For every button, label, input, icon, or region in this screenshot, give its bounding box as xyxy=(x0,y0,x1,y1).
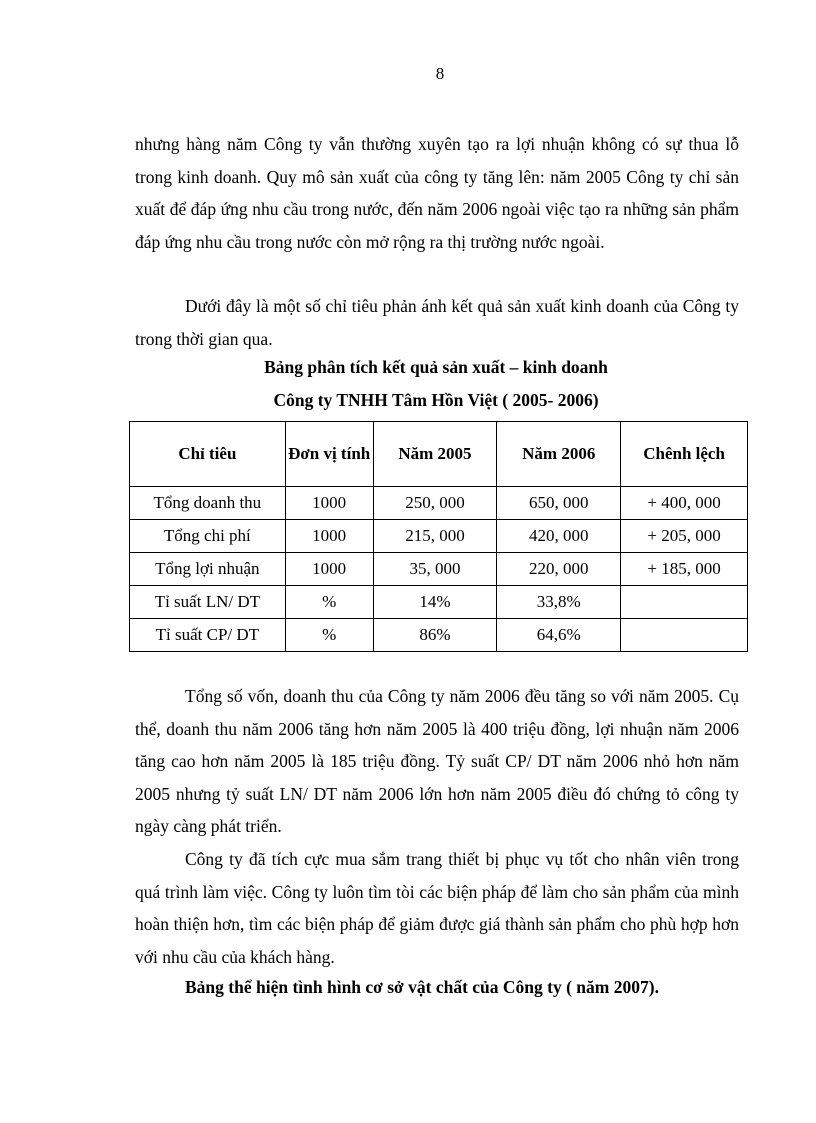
cell-indicator: Tổng lợi nhuận xyxy=(130,553,286,586)
paragraph-intro-continued xyxy=(135,128,739,258)
cell-indicator: Tổng doanh thu xyxy=(130,487,286,520)
business-results-table xyxy=(129,421,748,652)
table-row xyxy=(130,487,748,520)
cell-indicator: Tổng chi phí xyxy=(130,520,286,553)
table-header-row xyxy=(130,422,748,487)
cell-difference xyxy=(621,619,748,652)
paragraph-equipment xyxy=(135,843,739,973)
cell-difference xyxy=(621,586,748,619)
paragraph-text: Tổng số vốn, doanh thu của Công ty năm 2006 đều tăng so với năm 2005. Cụ thể, doanh thu năm 2006 tăng hơn năm 2005 là 400 triệu đồng, lợi nhuận năm 2006 tăng cao hơn năm 2005 là 185 triệu đồng. Tỷ suất CP/ DT năm 2006 nhỏ hơn năm 2005 nhưng tỷ suất LN/ DT năm 2006 lớn hơn năm 2005 điều đó chứng tỏ công ty ngày càng phát triển. xyxy=(135,686,739,836)
table-caption-subtitle: Công ty TNHH Tâm Hồn Việt ( 2005- 2006) xyxy=(273,390,599,410)
cell-indicator: Tỉ suất CP/ DT xyxy=(130,619,286,652)
header-indicator: Chỉ tiêu xyxy=(130,422,286,487)
cell-2006: 420, 000 xyxy=(497,520,621,553)
cell-indicator: Tỉ suất LN/ DT xyxy=(130,586,286,619)
table-row xyxy=(130,553,748,586)
table-row xyxy=(130,520,748,553)
cell-2005: 250, 000 xyxy=(373,487,497,520)
cell-difference: + 185, 000 xyxy=(621,553,748,586)
cell-difference: + 205, 000 xyxy=(621,520,748,553)
cell-unit: 1000 xyxy=(285,487,373,520)
header-unit: Đơn vị tính xyxy=(285,422,373,487)
cell-2006: 33,8% xyxy=(497,586,621,619)
cell-2005: 35, 000 xyxy=(373,553,497,586)
cell-2005: 14% xyxy=(373,586,497,619)
table-row xyxy=(130,586,748,619)
paragraph-text: nhưng hàng năm Công ty vẫn thường xuyên tạo ra lợi nhuận không có sự thua lỗ trong kinh doanh. Quy mô sản xuất của công ty tăng lên: năm 2005 Công ty chỉ sản xuất để đáp ứng nhu cầu trong nước, đến năm 2006 ngoài việc tạo ra những sản phẩm đáp ứng nhu cầu trong nước còn mở rộng ra thị trường nước ngoài. xyxy=(135,134,739,252)
cell-2006: 650, 000 xyxy=(497,487,621,520)
cell-unit: % xyxy=(285,619,373,652)
cell-unit: 1000 xyxy=(285,520,373,553)
paragraph-text: Dưới đây là một số chỉ tiêu phản ánh kết quả sản xuất kinh doanh của Công ty trong thời gian qua. xyxy=(135,296,739,349)
cell-difference: + 400, 000 xyxy=(621,487,748,520)
cell-unit: % xyxy=(285,586,373,619)
header-year-2006: Năm 2006 xyxy=(497,422,621,487)
paragraph-next-table-title xyxy=(135,971,739,1004)
header-year-2005: Năm 2005 xyxy=(373,422,497,487)
cell-2006: 220, 000 xyxy=(497,553,621,586)
table-caption-title: Bảng phân tích kết quả sản xuất – kinh doanh xyxy=(264,357,608,377)
paragraph-text: Công ty đã tích cực mua sắm trang thiết bị phục vụ tốt cho nhân viên trong quá trình làm việc. Công ty luôn tìm tòi các biện pháp để làm cho sản phẩm của mình hoàn thiện hơn, tìm các biện pháp để giảm được giá thành sản phẩm cho phù hợp hơn với nhu cầu của khách hàng. xyxy=(135,849,739,967)
cell-2005: 86% xyxy=(373,619,497,652)
table-row xyxy=(130,619,748,652)
cell-2006: 64,6% xyxy=(497,619,621,652)
page-number: 8 xyxy=(435,64,445,83)
paragraph-analysis xyxy=(135,680,739,843)
paragraph-table-intro xyxy=(135,290,739,355)
cell-unit: 1000 xyxy=(285,553,373,586)
cell-2005: 215, 000 xyxy=(373,520,497,553)
header-difference: Chênh lệch xyxy=(621,422,748,487)
paragraph-text: Bảng thể hiện tình hình cơ sở vật chất của Công ty ( năm 2007). xyxy=(185,977,659,997)
